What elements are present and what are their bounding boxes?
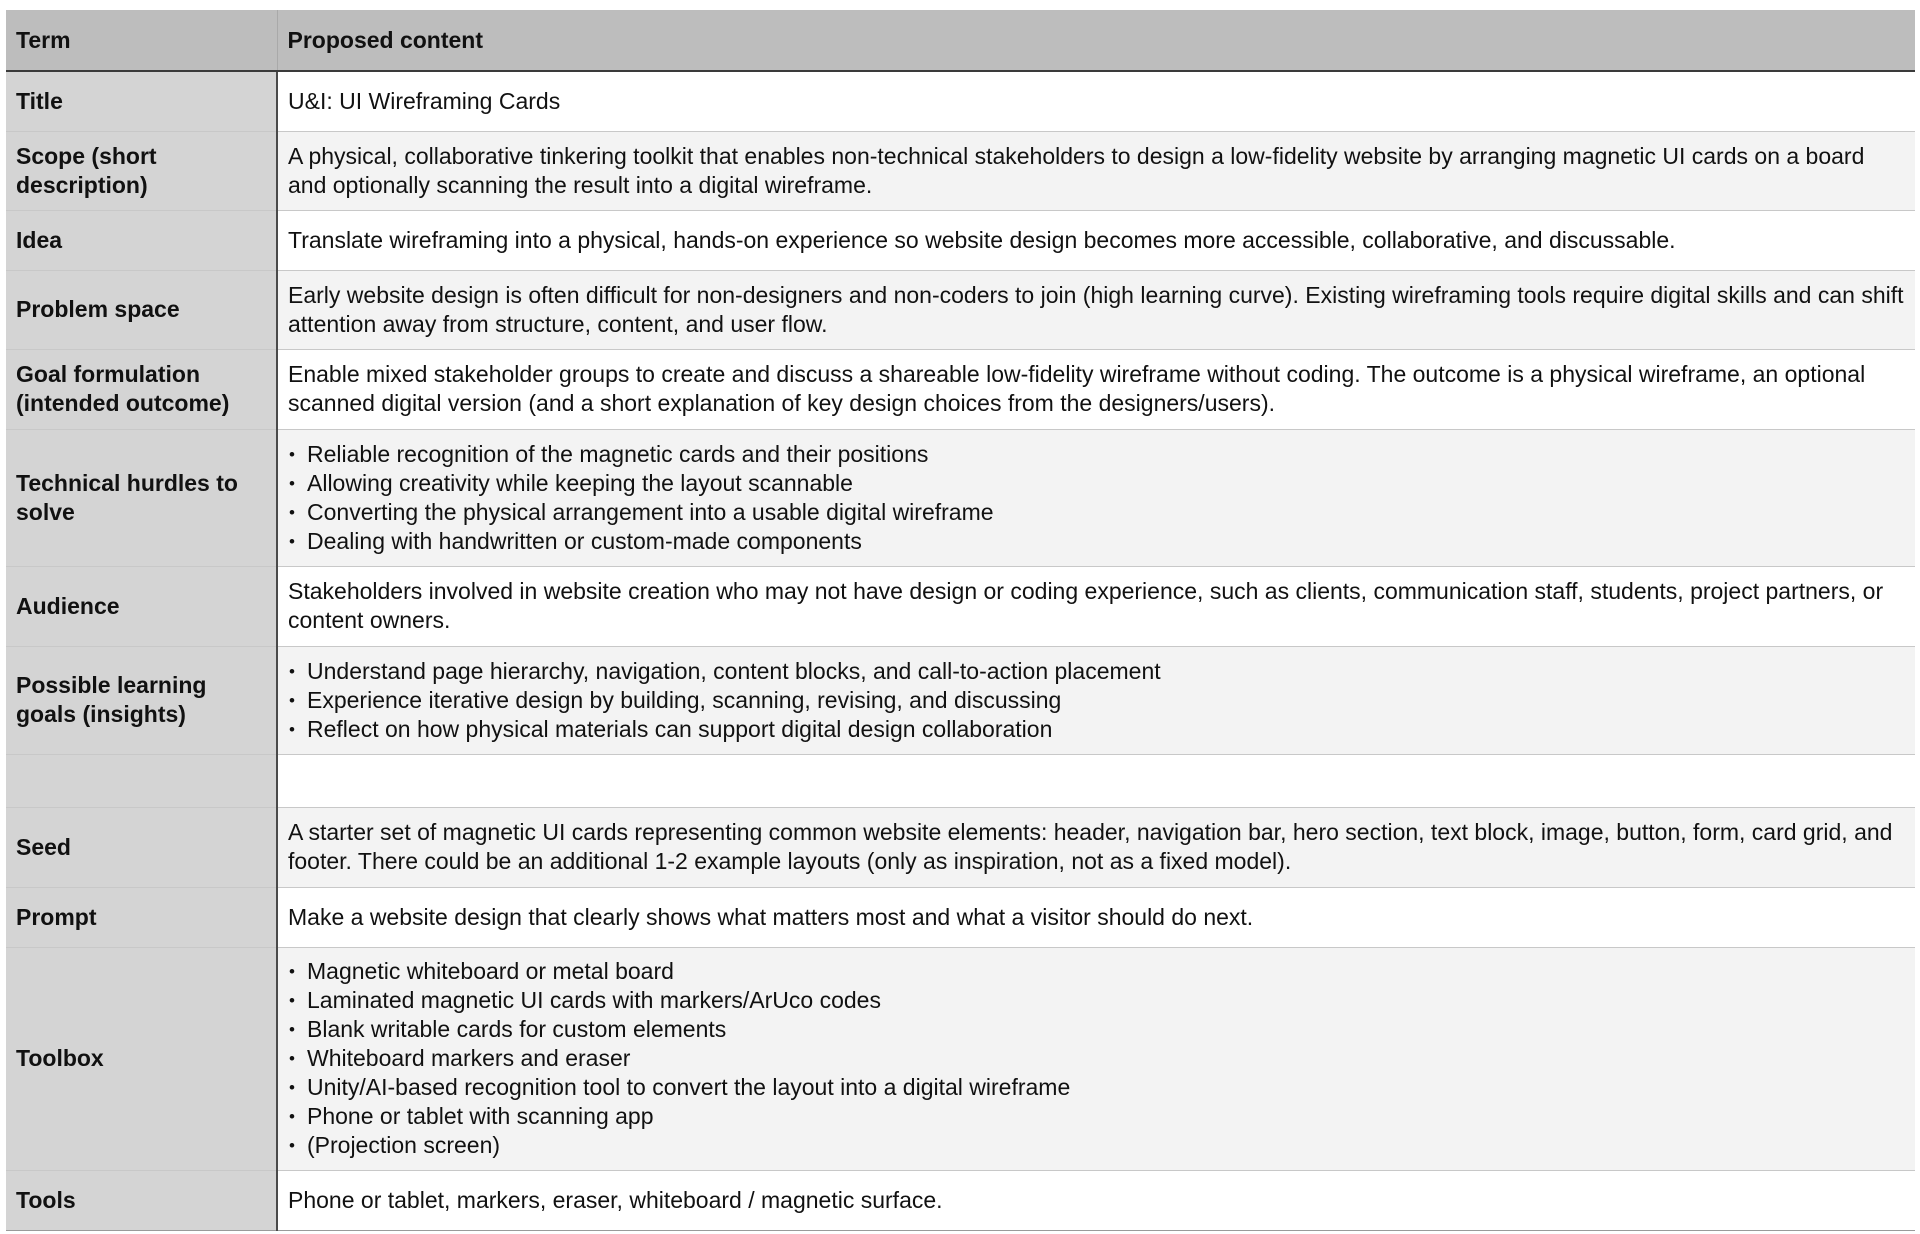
row-term: Prompt	[6, 887, 277, 947]
column-header-term: Term	[6, 10, 277, 71]
row-content	[277, 429, 1915, 566]
table-row	[6, 566, 1915, 646]
list-item: • Allowing creativity while keeping the layout scannable	[288, 469, 1905, 498]
list-item: • Blank writable cards for custom elements	[288, 1015, 1905, 1044]
row-content: Early website design is often difficult for non-designers and non-coders to join (high learning curve). Existing wireframing tools require digital skills and can shift attention away from structure, content, and user flow.	[277, 270, 1915, 349]
table-row	[6, 754, 1915, 807]
list-item: • Magnetic whiteboard or metal board	[288, 957, 1905, 986]
row-term: Toolbox	[6, 947, 277, 1170]
list-item: • Laminated magnetic UI cards with markers/ArUco codes	[288, 986, 1905, 1015]
table-row	[6, 807, 1915, 887]
table-row	[6, 646, 1915, 754]
row-term	[6, 754, 277, 807]
column-header-content: Proposed content	[277, 10, 1915, 71]
list-item: • Dealing with handwritten or custom-made components	[288, 527, 1905, 556]
row-term: Scope (short description)	[6, 131, 277, 210]
table-row	[6, 349, 1915, 429]
table-row	[6, 1170, 1915, 1230]
row-content	[277, 754, 1915, 807]
row-term: Problem space	[6, 270, 277, 349]
row-content	[277, 947, 1915, 1170]
table-row	[6, 71, 1915, 131]
row-term: Seed	[6, 807, 277, 887]
table-row	[6, 210, 1915, 270]
list-item: • (Projection screen)	[288, 1131, 1905, 1160]
row-content: Translate wireframing into a physical, hands-on experience so website design becomes more accessible, collaborative, and discussable.	[277, 210, 1915, 270]
list-item: • Unity/AI-based recognition tool to convert the layout into a digital wireframe	[288, 1073, 1905, 1102]
table-row	[6, 947, 1915, 1170]
list-item: • Reflect on how physical materials can support digital design collaboration	[288, 715, 1905, 744]
list-item: • Experience iterative design by building, scanning, revising, and discussing	[288, 686, 1905, 715]
content-table	[6, 10, 1915, 1231]
table-row	[6, 429, 1915, 566]
table-header-row	[6, 10, 1915, 71]
list-item: • Whiteboard markers and eraser	[288, 1044, 1905, 1073]
row-term: Audience	[6, 566, 277, 646]
list-item: • Phone or tablet with scanning app	[288, 1102, 1905, 1131]
row-content: Phone or tablet, markers, eraser, whiteboard / magnetic surface.	[277, 1170, 1915, 1230]
row-content: Enable mixed stakeholder groups to create and discuss a shareable low-fidelity wireframe without coding. The outcome is a physical wireframe, an optional scanned digital version (and a short explanation of key design choices from the designers/users).	[277, 349, 1915, 429]
table-row	[6, 270, 1915, 349]
row-content: A physical, collaborative tinkering toolkit that enables non-technical stakeholders to design a low-fidelity website by arranging magnetic UI cards on a board and optionally scanning the result into a digital wireframe.	[277, 131, 1915, 210]
list-item: • Reliable recognition of the magnetic cards and their positions	[288, 440, 1905, 469]
table-row	[6, 887, 1915, 947]
list-item: • Converting the physical arrangement into a usable digital wireframe	[288, 498, 1905, 527]
row-term: Goal formulation (intended outcome)	[6, 349, 277, 429]
bullet-list	[288, 440, 1905, 556]
row-content	[277, 646, 1915, 754]
row-content: A starter set of magnetic UI cards representing common website elements: header, navigation bar, hero section, text block, image, button, form, card grid, and footer. There could be an additional 1-2 example layouts (only as inspiration, not as a fixed model).	[277, 807, 1915, 887]
list-item: • Understand page hierarchy, navigation, content blocks, and call-to-action placement	[288, 657, 1905, 686]
bullet-list	[288, 657, 1905, 744]
row-term: Title	[6, 71, 277, 131]
row-term: Possible learning goals (insights)	[6, 646, 277, 754]
row-content: Stakeholders involved in website creation who may not have design or coding experience, such as clients, communication staff, students, project partners, or content owners.	[277, 566, 1915, 646]
row-content: Make a website design that clearly shows what matters most and what a visitor should do next.	[277, 887, 1915, 947]
row-content: U&I: UI Wireframing Cards	[277, 71, 1915, 131]
table-row	[6, 131, 1915, 210]
row-term: Idea	[6, 210, 277, 270]
row-term: Tools	[6, 1170, 277, 1230]
bullet-list	[288, 957, 1905, 1160]
row-term: Technical hurdles to solve	[6, 429, 277, 566]
